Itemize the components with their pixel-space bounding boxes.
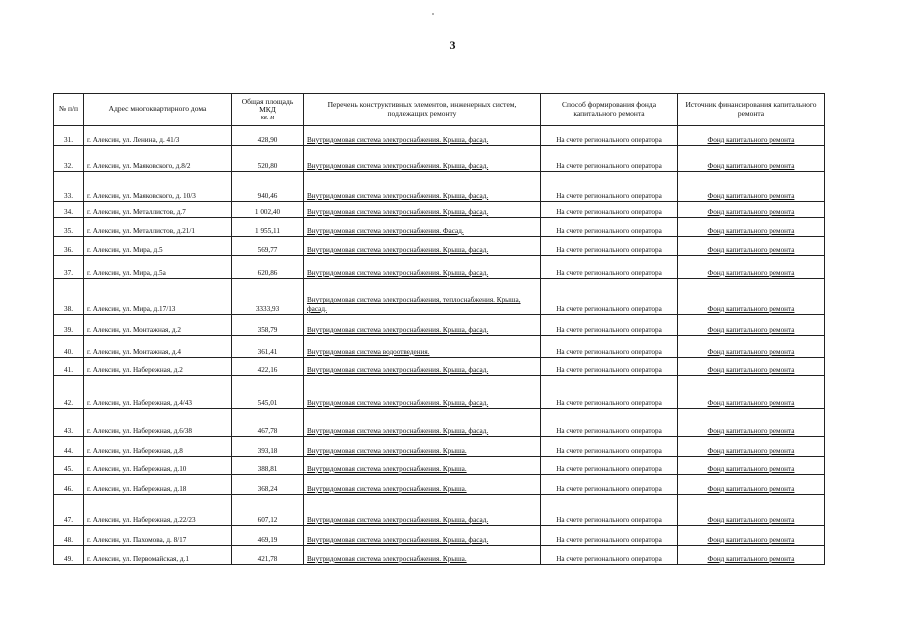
row-method	[541, 126, 678, 146]
row-area-text: 467,78	[257, 426, 278, 435]
header-area	[232, 94, 304, 126]
row-area-text: 607,12	[257, 515, 278, 524]
row-source-text: Фонд капитального ремонта	[707, 398, 795, 407]
row-number-text: 34.	[64, 207, 73, 216]
row-works	[304, 279, 541, 315]
row-works-text: Внутридомовая система электроснабжения. Крыша, фасад.	[307, 515, 489, 524]
row-area-text: 1 955,11	[255, 226, 280, 235]
row-source-text: Фонд капитального ремонта	[707, 325, 795, 334]
row-source-text: Фонд капитального ремонта	[707, 426, 795, 435]
row-source	[678, 256, 825, 279]
row-method-text: На счете регионального оператора	[556, 554, 662, 563]
table-row	[54, 457, 825, 475]
row-works-text: Внутридомовая система электроснабжения. Крыша, фасад.	[307, 245, 489, 254]
row-source	[678, 475, 825, 495]
row-area	[232, 126, 304, 146]
row-address-text: г. Алексин, ул. Мира, д.17/13	[87, 304, 176, 313]
row-number-text: 40.	[64, 347, 73, 356]
row-works	[304, 475, 541, 495]
row-address-text: г. Алексин, ул. Монтажная, д.4	[87, 347, 181, 356]
row-works-text: Внутридомовая система электроснабжения. Крыша, фасад.	[307, 135, 489, 144]
row-address-text: г. Алексин, ул. Монтажная, д.2	[87, 325, 181, 334]
row-number	[54, 315, 84, 336]
row-address-text: г. Алексин, ул. Набережная, д.10	[87, 464, 187, 473]
row-area-text: 358,79	[257, 325, 278, 334]
row-area-text: 545,01	[257, 398, 278, 407]
row-works	[304, 336, 541, 358]
row-address	[84, 218, 232, 237]
row-address-text: г. Алексин, ул. Набережная, д.22/23	[87, 515, 196, 524]
row-address-text: г. Алексин, ул. Мира, д.5	[87, 245, 163, 254]
row-number-text: 41.	[64, 365, 73, 374]
row-number-text: 31.	[64, 135, 73, 144]
table-row	[54, 202, 825, 218]
row-works-text: Внутридомовая система водоотведения.	[307, 347, 430, 356]
row-works	[304, 495, 541, 526]
row-address	[84, 172, 232, 202]
table-row	[54, 376, 825, 409]
row-works	[304, 526, 541, 546]
row-area	[232, 256, 304, 279]
row-address-text: г. Алексин, ул. Металлистов, д.21/1	[87, 226, 195, 235]
row-source	[678, 218, 825, 237]
row-area-text: 368,24	[257, 484, 278, 493]
row-source-text: Фонд капитального ремонта	[707, 515, 795, 524]
row-area-text: 1 002,40	[254, 207, 281, 216]
row-works	[304, 376, 541, 409]
table-row	[54, 279, 825, 315]
row-number-text: 43.	[64, 426, 73, 435]
row-area-text: 569,77	[257, 245, 278, 254]
table-row	[54, 495, 825, 526]
row-address-text: г. Алексин, ул. Первомайская, д.1	[87, 554, 189, 563]
row-works-text: Внутридомовая система электроснабжения. Крыша, фасад.	[307, 268, 489, 277]
row-works-text: Внутридомовая система электроснабжения. Крыша.	[307, 464, 467, 473]
row-works	[304, 457, 541, 475]
row-source	[678, 409, 825, 437]
row-source-text: Фонд капитального ремонта	[707, 268, 795, 277]
row-area-text: 361,41	[257, 347, 278, 356]
row-works-text: Внутридомовая система электроснабжения. Фасад.	[307, 226, 464, 235]
header-area-unit: кв. м	[260, 114, 275, 122]
row-method	[541, 409, 678, 437]
table-body	[54, 126, 825, 565]
table-row	[54, 172, 825, 202]
row-area-text: 421,78	[257, 554, 278, 563]
row-works	[304, 202, 541, 218]
row-method	[541, 256, 678, 279]
row-source-text: Фонд капитального ремонта	[707, 245, 795, 254]
row-area	[232, 279, 304, 315]
scan-speck	[432, 13, 434, 15]
header-method: Способ формирования фонда капитального ремонта	[541, 94, 678, 126]
row-area	[232, 146, 304, 172]
table-header-row	[54, 94, 825, 126]
row-number	[54, 336, 84, 358]
row-number	[54, 237, 84, 256]
row-number	[54, 376, 84, 409]
row-method	[541, 475, 678, 495]
row-number-text: 35.	[64, 226, 73, 235]
row-area-text: 393,18	[257, 446, 278, 455]
row-source	[678, 202, 825, 218]
row-area	[232, 315, 304, 336]
header-works: Перечень конструктивных элементов, инженерных систем, подлежащих ремонту	[304, 94, 541, 126]
row-works-text: Внутридомовая система электроснабжения. Крыша.	[307, 484, 467, 493]
row-works	[304, 172, 541, 202]
row-address	[84, 437, 232, 457]
row-number-text: 42.	[64, 398, 73, 407]
row-number	[54, 546, 84, 565]
row-number-text: 37.	[64, 268, 73, 277]
row-source	[678, 526, 825, 546]
row-source-text: Фонд капитального ремонта	[707, 226, 795, 235]
row-area-text: 388,81	[257, 464, 278, 473]
row-area	[232, 409, 304, 437]
table-row	[54, 526, 825, 546]
row-source	[678, 358, 825, 376]
row-method	[541, 237, 678, 256]
row-method-text: На счете регионального оператора	[556, 325, 662, 334]
row-works	[304, 546, 541, 565]
row-works-text: Внутридомовая система электроснабжения. Крыша, фасад.	[307, 325, 489, 334]
row-number	[54, 358, 84, 376]
row-source-text: Фонд капитального ремонта	[707, 554, 795, 563]
row-number	[54, 526, 84, 546]
row-address	[84, 495, 232, 526]
header-area-label: Общая площадь МКД	[241, 96, 294, 114]
table-row	[54, 475, 825, 495]
row-address-text: г. Алексин, ул. Пахомова, д. 8/17	[87, 535, 187, 544]
row-source-text: Фонд капитального ремонта	[707, 446, 795, 455]
row-source-text: Фонд капитального ремонта	[707, 304, 795, 313]
row-number	[54, 495, 84, 526]
row-number	[54, 202, 84, 218]
row-method	[541, 457, 678, 475]
row-address	[84, 358, 232, 376]
table-row	[54, 218, 825, 237]
row-number-text: 44.	[64, 446, 73, 455]
row-number	[54, 256, 84, 279]
row-address	[84, 146, 232, 172]
row-area-text: 469,19	[257, 535, 278, 544]
row-number	[54, 475, 84, 495]
row-address-text: г. Алексин, ул. Набережная, д.18	[87, 484, 187, 493]
row-method-text: На счете регионального оператора	[556, 191, 662, 200]
row-method	[541, 146, 678, 172]
row-works-text: Внутридомовая система электроснабжения, теплоснабжения. Крыша, фасад.	[307, 296, 521, 313]
header-source: Источник финансирования капитального ремонта	[678, 94, 825, 126]
row-area	[232, 336, 304, 358]
row-number	[54, 457, 84, 475]
row-works-text: Внутридомовая система электроснабжения. Крыша, фасад.	[307, 365, 489, 374]
row-method-text: На счете регионального оператора	[556, 446, 662, 455]
row-number-text: 45.	[64, 464, 73, 473]
row-method	[541, 376, 678, 409]
row-source	[678, 457, 825, 475]
row-number	[54, 437, 84, 457]
row-method-text: На счете регионального оператора	[556, 304, 662, 313]
row-address	[84, 279, 232, 315]
row-area	[232, 172, 304, 202]
row-number-text: 32.	[64, 161, 73, 170]
row-source-text: Фонд капитального ремонта	[707, 484, 795, 493]
row-method	[541, 202, 678, 218]
row-number	[54, 126, 84, 146]
row-area-text: 428,90	[257, 135, 278, 144]
row-method-text: На счете регионального оператора	[556, 207, 662, 216]
row-area	[232, 358, 304, 376]
row-source	[678, 336, 825, 358]
table-row	[54, 358, 825, 376]
header-address: Адрес многоквартирного дома	[84, 94, 232, 126]
table-row	[54, 256, 825, 279]
table-row	[54, 315, 825, 336]
row-method-text: На счете регионального оператора	[556, 226, 662, 235]
row-works-text: Внутридомовая система электроснабжения. Крыша, фасад.	[307, 161, 489, 170]
row-area-text: 3333,93	[255, 304, 280, 313]
row-method-text: На счете регионального оператора	[556, 515, 662, 524]
row-method	[541, 279, 678, 315]
row-works	[304, 437, 541, 457]
row-address	[84, 237, 232, 256]
row-works	[304, 218, 541, 237]
row-address	[84, 409, 232, 437]
row-address-text: г. Алексин, ул. Набережная, д.6/38	[87, 426, 192, 435]
row-number-text: 36.	[64, 245, 73, 254]
row-method-text: На счете регионального оператора	[556, 347, 662, 356]
row-works-text: Внутридомовая система электроснабжения. Крыша, фасад.	[307, 191, 489, 200]
row-source-text: Фонд капитального ремонта	[707, 347, 795, 356]
row-address	[84, 315, 232, 336]
row-method	[541, 358, 678, 376]
table-row	[54, 237, 825, 256]
row-number-text: 48.	[64, 535, 73, 544]
row-source	[678, 146, 825, 172]
row-area	[232, 526, 304, 546]
row-works	[304, 256, 541, 279]
row-number-text: 39.	[64, 325, 73, 334]
row-source-text: Фонд капитального ремонта	[707, 365, 795, 374]
row-area	[232, 202, 304, 218]
table-row	[54, 409, 825, 437]
row-number-text: 47.	[64, 515, 73, 524]
row-method	[541, 172, 678, 202]
row-source	[678, 315, 825, 336]
row-address	[84, 457, 232, 475]
row-source	[678, 546, 825, 565]
row-source-text: Фонд капитального ремонта	[707, 161, 795, 170]
header-num: № п/п	[54, 94, 84, 126]
row-method-text: На счете регионального оператора	[556, 161, 662, 170]
row-number	[54, 409, 84, 437]
row-address	[84, 475, 232, 495]
row-area	[232, 457, 304, 475]
row-method	[541, 526, 678, 546]
row-address	[84, 336, 232, 358]
row-address	[84, 526, 232, 546]
page-number: 3	[449, 38, 456, 52]
row-source-text: Фонд капитального ремонта	[707, 191, 795, 200]
row-source	[678, 279, 825, 315]
row-area	[232, 475, 304, 495]
row-number-text: 38.	[64, 304, 73, 313]
row-source	[678, 172, 825, 202]
row-works-text: Внутридомовая система электроснабжения. Крыша, фасад.	[307, 426, 489, 435]
row-works-text: Внутридомовая система электроснабжения. Крыша.	[307, 554, 467, 563]
row-method-text: На счете регионального оператора	[556, 484, 662, 493]
row-area-text: 520,80	[257, 161, 278, 170]
row-works	[304, 126, 541, 146]
row-address-text: г. Алексин, ул. Маяковского, д.8/2	[87, 161, 191, 170]
row-area-text: 620,86	[257, 268, 278, 277]
row-address	[84, 256, 232, 279]
row-source-text: Фонд капитального ремонта	[707, 207, 795, 216]
row-address	[84, 126, 232, 146]
capital-repair-table	[53, 93, 825, 565]
row-area-text: 940,46	[257, 191, 278, 200]
row-works-text: Внутридомовая система электроснабжения. Крыша, фасад.	[307, 398, 489, 407]
row-works	[304, 358, 541, 376]
row-area	[232, 495, 304, 526]
row-method	[541, 546, 678, 565]
row-works	[304, 315, 541, 336]
row-area	[232, 218, 304, 237]
row-address-text: г. Алексин, ул. Маяковского, д. 10/3	[87, 191, 196, 200]
row-address-text: г. Алексин, ул. Мира, д.5а	[87, 268, 166, 277]
row-address-text: г. Алексин, ул. Набережная, д.4/43	[87, 398, 192, 407]
row-source	[678, 495, 825, 526]
row-source	[678, 376, 825, 409]
row-method-text: На счете регионального оператора	[556, 535, 662, 544]
row-works	[304, 409, 541, 437]
row-method-text: На счете регионального оператора	[556, 365, 662, 374]
row-method	[541, 336, 678, 358]
row-address-text: г. Алексин, ул. Набережная, д.2	[87, 365, 183, 374]
row-method	[541, 437, 678, 457]
row-number	[54, 146, 84, 172]
row-number	[54, 218, 84, 237]
row-method-text: На счете регионального оператора	[556, 426, 662, 435]
row-works-text: Внутридомовая система электроснабжения. Крыша, фасад.	[307, 535, 489, 544]
row-address-text: г. Алексин, ул. Набережная, д.8	[87, 446, 183, 455]
row-works	[304, 237, 541, 256]
table-row	[54, 336, 825, 358]
row-number-text: 33.	[64, 191, 73, 200]
table-row	[54, 126, 825, 146]
row-source	[678, 237, 825, 256]
row-number-text: 49.	[64, 554, 73, 563]
row-address	[84, 202, 232, 218]
row-method-text: На счете регионального оператора	[556, 464, 662, 473]
table-row	[54, 146, 825, 172]
row-method-text: На счете регионального оператора	[556, 398, 662, 407]
row-method-text: На счете регионального оператора	[556, 245, 662, 254]
row-works-text: Внутридомовая система электроснабжения. Крыша.	[307, 446, 467, 455]
row-area-text: 422,16	[257, 365, 278, 374]
row-number-text: 46.	[64, 484, 73, 493]
row-works-text: Внутридомовая система электроснабжения. Крыша, фасад.	[307, 207, 489, 216]
table-row	[54, 437, 825, 457]
row-method-text: На счете регионального оператора	[556, 135, 662, 144]
row-area	[232, 376, 304, 409]
row-address	[84, 376, 232, 409]
row-source	[678, 126, 825, 146]
row-method	[541, 315, 678, 336]
row-source-text: Фонд капитального ремонта	[707, 135, 795, 144]
row-address-text: г. Алексин, ул. Металлистов, д.7	[87, 207, 186, 216]
row-area	[232, 237, 304, 256]
row-source	[678, 437, 825, 457]
row-method	[541, 495, 678, 526]
row-area	[232, 437, 304, 457]
row-address	[84, 546, 232, 565]
row-number	[54, 172, 84, 202]
row-method	[541, 218, 678, 237]
row-source-text: Фонд капитального ремонта	[707, 464, 795, 473]
row-address-text: г. Алексин, ул. Ленина, д. 41/3	[87, 135, 180, 144]
row-method-text: На счете регионального оператора	[556, 268, 662, 277]
table-row	[54, 546, 825, 565]
row-works	[304, 146, 541, 172]
row-source-text: Фонд капитального ремонта	[707, 535, 795, 544]
row-number	[54, 279, 84, 315]
row-area	[232, 546, 304, 565]
